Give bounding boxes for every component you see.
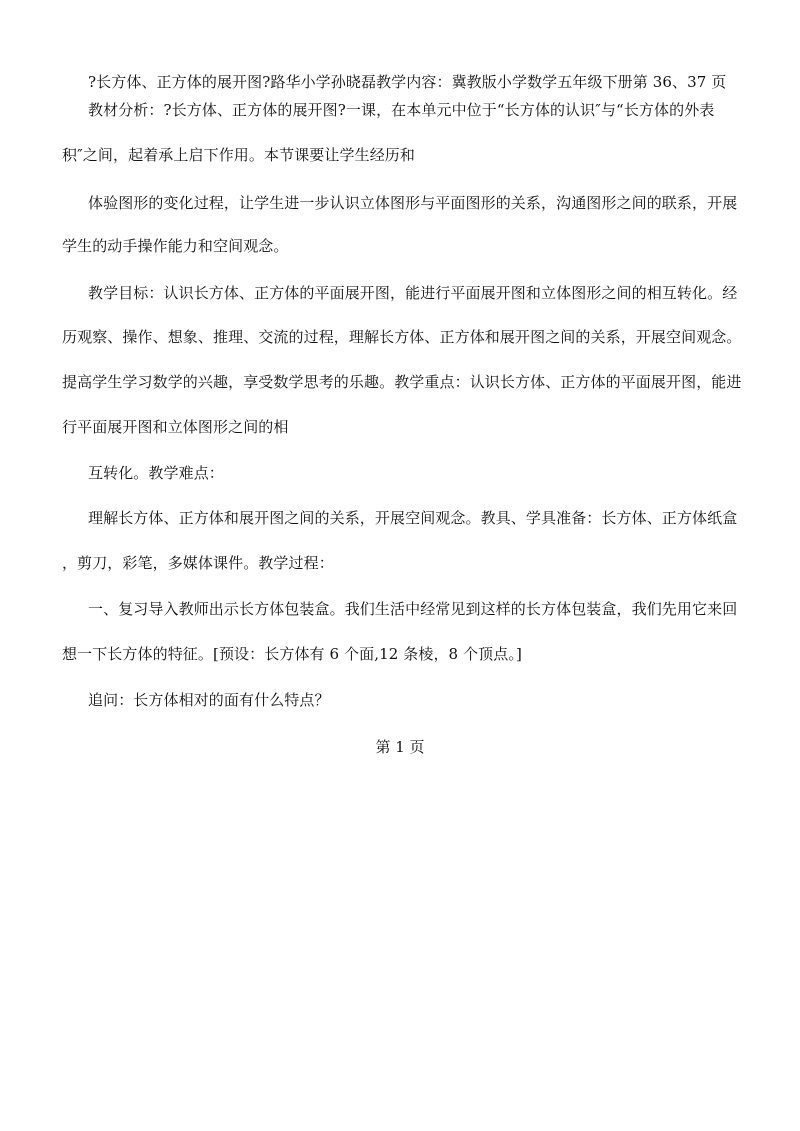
text-line-objectives-2: 历观察、操作、想象、推理、交流的过程，理解长方体、正方体和展开图之间的关系，开展空间观念。 bbox=[62, 328, 742, 346]
text-line-difficulty: 互转化。教学难点： bbox=[88, 464, 224, 482]
text-line-objectives-1: 教学目标：认识长方体、正方体的平面展开图，能进行平面展开图和立体图形之间的相互转化。经 bbox=[88, 284, 738, 302]
text-line-analysis-3: 体验图形的变化过程，让学生进一步认识立体图形与平面图形的关系，沟通图形之间的联系，开展 bbox=[88, 194, 738, 212]
text-line-title: ?长方体、正方体的展开图?路华小学孙晓磊教学内容：冀教版小学数学五年级下册第 36、37 页 bbox=[88, 73, 727, 91]
text-line-objectives-3: 提高学生学习数学的兴趣，享受数学思考的乐趣。教学重点：认识长方体、正方体的平面展开图，能进 bbox=[62, 373, 742, 391]
text-line-process-2: 想一下长方体的特征。[预设：长方体有 6 个面,12 条棱，8 个顶点。] bbox=[62, 645, 522, 663]
text-line-objectives-4: 行平面展开图和立体图形之间的相 bbox=[62, 418, 289, 436]
text-line-analysis-1: 教材分析：?长方体、正方体的展开图?一课，在本单元中位于“长方体的认识″与“长方体的外表 bbox=[88, 101, 715, 119]
text-line-process-1: 一、复习导入教师出示长方体包装盒。我们生活中经常见到这样的长方体包装盒，我们先用它来回 bbox=[88, 600, 738, 618]
text-line-materials-2: ，剪刀，彩笔，多媒体课件。教学过程： bbox=[62, 554, 334, 572]
text-line-materials-1: 理解长方体、正方体和展开图之间的关系，开展空间观念。教具、学具准备：长方体、正方体纸盒 bbox=[88, 509, 738, 527]
text-line-question: 追问：长方体相对的面有什么特点？ bbox=[88, 691, 330, 709]
page-number: 第 1 页 bbox=[375, 738, 425, 756]
text-line-analysis-4: 学生的动手操作能力和空间观念。 bbox=[62, 237, 289, 255]
text-line-analysis-2: 积″之间，起着承上启下作用。本节课要让学生经历和 bbox=[62, 146, 416, 164]
